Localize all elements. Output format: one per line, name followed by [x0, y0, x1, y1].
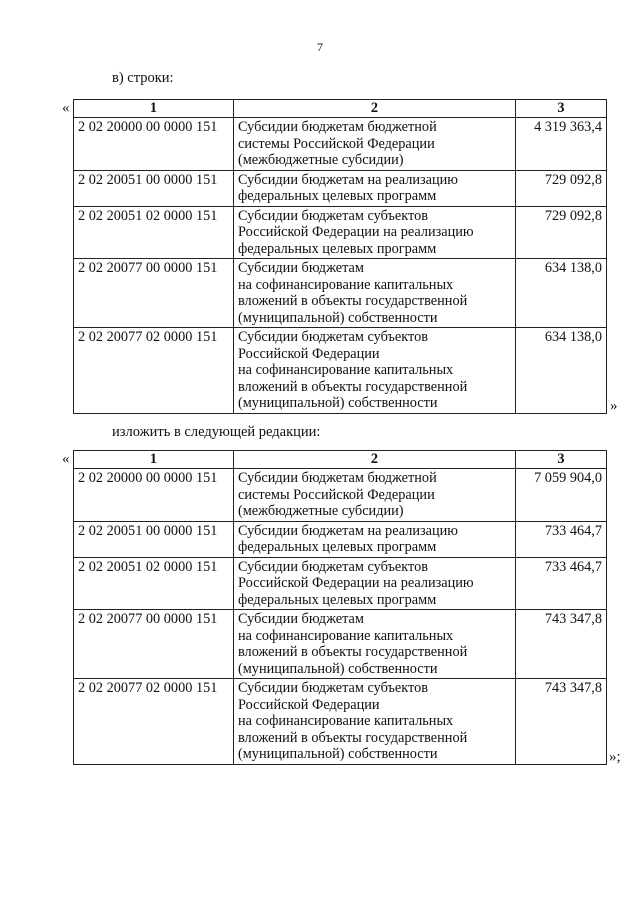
budget-name: Субсидии бюджетам субъектов Российской Федерации на софинансирование капитальных вложений в объекты государственной (муниципальной) собственности	[234, 328, 516, 414]
section2-header-col3: 3	[516, 451, 607, 469]
budget-amount: 634 138,0	[516, 259, 607, 328]
budget-code: 2 02 20077 00 0000 151	[74, 259, 234, 328]
section1-close-quote: »	[610, 398, 618, 414]
budget-amount: 634 138,0	[516, 328, 607, 414]
budget-code: 2 02 20077 02 0000 151	[74, 328, 234, 414]
budget-amount: 733 464,7	[516, 521, 607, 557]
budget-amount: 729 092,8	[516, 206, 607, 259]
table-row	[74, 259, 607, 328]
budget-name: Субсидии бюджетам бюджетной системы Российской Федерации (межбюджетные субсидии)	[234, 118, 516, 171]
budget-amount: 7 059 904,0	[516, 469, 607, 522]
section2-table	[73, 450, 607, 765]
budget-amount: 733 464,7	[516, 557, 607, 610]
table-row	[74, 469, 607, 522]
budget-code: 2 02 20051 02 0000 151	[74, 557, 234, 610]
section1-header-col3: 3	[516, 100, 607, 118]
section1-open-quote: «	[62, 100, 70, 116]
budget-amount: 729 092,8	[516, 170, 607, 206]
budget-name: Субсидии бюджетам на софинансирование капитальных вложений в объекты государственной (муниципальной) собственности	[234, 259, 516, 328]
budget-amount: 743 347,8	[516, 610, 607, 679]
budget-code: 2 02 20051 00 0000 151	[74, 170, 234, 206]
table-row	[74, 206, 607, 259]
table-row	[74, 679, 607, 765]
table-row	[74, 118, 607, 171]
budget-amount: 743 347,8	[516, 679, 607, 765]
section2-close-quote: »;	[609, 749, 621, 765]
budget-name: Субсидии бюджетам субъектов Российской Федерации на реализацию федеральных целевых программ	[234, 557, 516, 610]
budget-code: 2 02 20077 00 0000 151	[74, 610, 234, 679]
section2-open-quote: «	[62, 451, 70, 467]
budget-code: 2 02 20077 02 0000 151	[74, 679, 234, 765]
section1-header-col1: 1	[74, 100, 234, 118]
budget-code: 2 02 20000 00 0000 151	[74, 469, 234, 522]
budget-name: Субсидии бюджетам субъектов Российской Федерации на софинансирование капитальных вложений в объекты государственной (муниципальной) собственности	[234, 679, 516, 765]
budget-name: Субсидии бюджетам субъектов Российской Федерации на реализацию федеральных целевых программ	[234, 206, 516, 259]
section1-header-row	[74, 100, 607, 118]
budget-name: Субсидии бюджетам на реализацию федеральных целевых программ	[234, 170, 516, 206]
table-row	[74, 610, 607, 679]
budget-amount: 4 319 363,4	[516, 118, 607, 171]
budget-name: Субсидии бюджетам бюджетной системы Российской Федерации (межбюджетные субсидии)	[234, 469, 516, 522]
section1-table	[73, 99, 607, 414]
page-number: 7	[317, 40, 323, 54]
table-row	[74, 328, 607, 414]
budget-code: 2 02 20051 02 0000 151	[74, 206, 234, 259]
table-row	[74, 557, 607, 610]
table-row	[74, 521, 607, 557]
budget-name: Субсидии бюджетам на софинансирование капитальных вложений в объекты государственной (муниципальной) собственности	[234, 610, 516, 679]
section1-header-col2: 2	[234, 100, 516, 118]
table-row	[74, 170, 607, 206]
section2-header-row	[74, 451, 607, 469]
section1-intro: в) строки:	[112, 70, 174, 86]
section2-intro: изложить в следующей редакции:	[112, 424, 321, 440]
budget-name: Субсидии бюджетам на реализацию федеральных целевых программ	[234, 521, 516, 557]
budget-code: 2 02 20051 00 0000 151	[74, 521, 234, 557]
budget-code: 2 02 20000 00 0000 151	[74, 118, 234, 171]
section2-header-col2: 2	[234, 451, 516, 469]
section2-header-col1: 1	[74, 451, 234, 469]
